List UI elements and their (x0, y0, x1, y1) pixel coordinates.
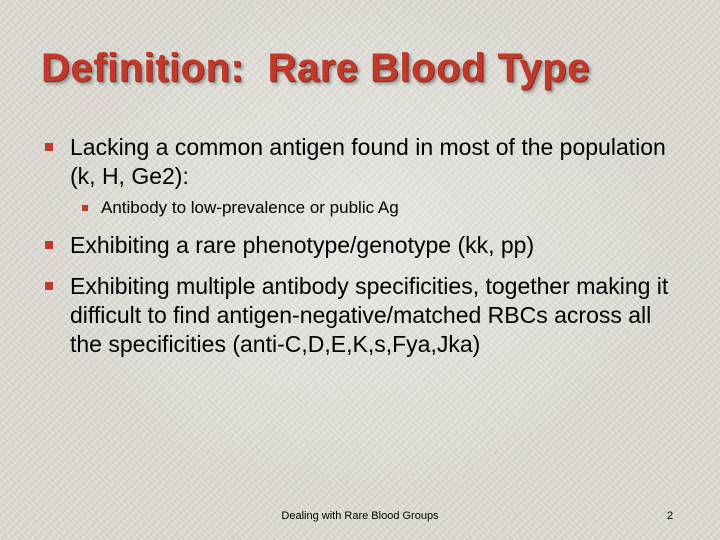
slide-footer: Dealing with Rare Blood Groups (281, 510, 439, 522)
square-bullet-icon (45, 282, 53, 290)
bullet-text: Exhibiting a rare phenotype/genotype (kk, pp) (70, 232, 535, 258)
sub-bullet-list (70, 197, 684, 219)
bullet-item (44, 231, 684, 260)
slide-title: Definition: Rare Blood Type (41, 46, 590, 90)
bullet-item (44, 133, 684, 219)
bullet-text: Exhibiting multiple antibody specificities, together making it difficult to find antigen-negative/matched RBCs across all the specificities (anti-C,D,E,K,s,Fya,Jka) (70, 273, 669, 357)
square-bullet-icon (45, 241, 53, 249)
square-bullet-icon (82, 205, 88, 211)
sub-bullet-text: Antibody to low-prevalence or public Ag (101, 198, 399, 217)
page-number: 2 (667, 510, 674, 522)
square-bullet-icon (45, 143, 53, 151)
bullet-list (44, 133, 684, 359)
sub-bullet-item (80, 197, 684, 219)
bullet-text: Lacking a common antigen found in most of the population (k, H, Ge2): (70, 134, 666, 189)
bullet-item (44, 272, 684, 359)
